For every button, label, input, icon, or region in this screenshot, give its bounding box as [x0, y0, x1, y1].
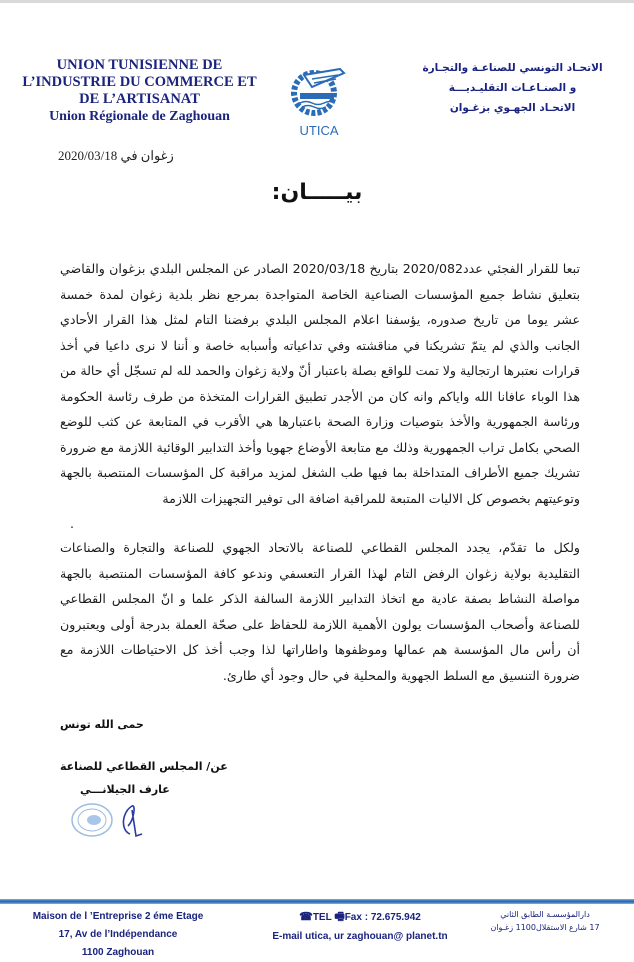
footer-address-line: Maison de l ’Entreprise 2 éme Etage	[32, 911, 204, 922]
gear-ship-emblem-icon	[290, 63, 348, 121]
letterhead-fr-line: L’INDUSTRIE DU COMMERCE ET	[22, 74, 257, 90]
footer-address-arabic	[470, 908, 620, 934]
letterhead-ar-line: الاتحـاد الجهـوي بزغـوان	[449, 102, 576, 114]
paragraph-separator: .	[70, 516, 75, 531]
letterhead-fr-line: Union Régionale de Zaghouan	[49, 109, 230, 124]
footer-contact	[250, 908, 470, 946]
letterhead-ar-line: و الصنـاعـات التقليـديـــة	[448, 82, 577, 94]
letterhead-fr-line: UNION TUNISIENNE DE	[56, 57, 223, 73]
footer-ar-line: دارالمؤسسـة الطابق الثاني	[500, 910, 590, 919]
document-date: زغوان في 2020/03/18	[58, 148, 174, 163]
closing-salutation: حمى الله تونس	[60, 718, 144, 731]
footer-divider	[0, 899, 634, 904]
utica-logo	[290, 63, 348, 143]
footer-email: E-mail utica, ur zaghouan@ planet.tn	[272, 931, 448, 942]
footer-phone-fax	[250, 908, 470, 927]
tel-label: TEL	[312, 912, 332, 923]
top-edge	[0, 0, 634, 3]
fax-number: Fax : 72.675.942	[344, 912, 421, 923]
stamp-and-signature	[70, 800, 170, 840]
paragraph-2: ولكل ما تقدّم، يجدد المجلس القطاعي للصناعة بالاتحاد الجهوي للصناعة والتجارة والصناعات التقليدية بولاية زغوان الرفض التام لهذا القرار التعسفي وندعو كافة المؤسسات المنتصبة بالجهة مواصلة النشاط بصفة عادية مع اتخاذ التدابير اللازمة السالفة الذكر علما و انّ المجلس القطاعي للصناعة وأصحاب المؤسسات يولون الأهمية اللازمة للحفاظ على صحّة العملة بدرجة أولى ويعتبرون أن رأس مال المؤسسة هم عمالها وموظفوها واطاراتها لذا وجب أخذ كل الاحتياطات اللازمة مع ضرورة التنسيق مع السلط الجهوية والمحلية في حال وجود أي طارئ.	[60, 540, 580, 683]
letterhead-ar-line: الاتحـاد التونسي للصناعـة والتجـارة	[422, 62, 603, 74]
footer-address-line: 1100 Zaghouan	[81, 947, 155, 958]
telephone-icon: ☎	[299, 911, 313, 923]
official-stamp-icon	[70, 800, 170, 840]
fax-icon: 🖷	[334, 911, 345, 923]
statement-body	[60, 256, 580, 688]
paragraph-1: تبعا للقرار الفجئي عدد2020/082 بتاريخ 2020/03/18 الصادر عن المجلس البلدي بزغوان والقاضي بتعليق نشاط جميع المؤسسات الصناعية الخاصة المتواجدة بمرجع نظر بلدية زغوان لمدة خمسة عشر يوما من تاريخ صدوره، يؤسفنا اعلام المجلس البلدي برفضنا التام لمثل هذا القرار الأحادي الجانب والذي لم يتمّ تشريكنا في مناقشته وفي تداعياته وأسبابه خاصة و أننا لا نرى داعيا في أخذ قرارات نعتبرها ارتجالية ولا تمت للواقع بصلة باعتبار أنّ ولاية زغوان والحمد لله لم تسجّل أي حالة من هذا الوباء عافانا الله واياكم وانه كان من الأجدر تطبيق القرارات المتخذة من طرف رئاسة الحكومة ورئاسة الجمهورية والأخذ بتوصيات وزارة الصحة باعتبارها هي الأقرب في المتابعة عن كثب للوضع الصحي بكامل تراب الجمهورية وذلك مع متابعة الأوضاع جهويا وأخذ التدابير الوقائية اللازمة مع ضرورة تشريك جميع الأطراف المتداخلة بما فيها طب الشغل لمزيد مراقبة كل المؤسسات المنتصبة بالجهة وتوعيتهم بخصوص كل الاليات المتبعة للمراقبة اضافة الى توفير التجهيزات اللازمة	[60, 261, 580, 506]
letterhead-fr-line: DE L’ARTISANAT	[79, 91, 200, 107]
logo-text: UTICA	[299, 123, 339, 138]
footer-ar-line: 17 شارع الاستقلال1100 زغـوان	[490, 923, 600, 932]
signature-on-behalf: عن/ المجلس القطاعي للصناعة	[60, 760, 228, 773]
footer-address-line: 17, Av de l’Indépendance	[58, 929, 178, 940]
signatory-name: عارف الجيلانـــي	[80, 783, 170, 796]
footer-address-french	[18, 908, 218, 962]
handwritten-signature	[123, 806, 142, 836]
document-title: بيـــــان:	[271, 180, 363, 205]
letterhead-french	[22, 57, 257, 125]
letterhead-arabic	[420, 58, 605, 118]
